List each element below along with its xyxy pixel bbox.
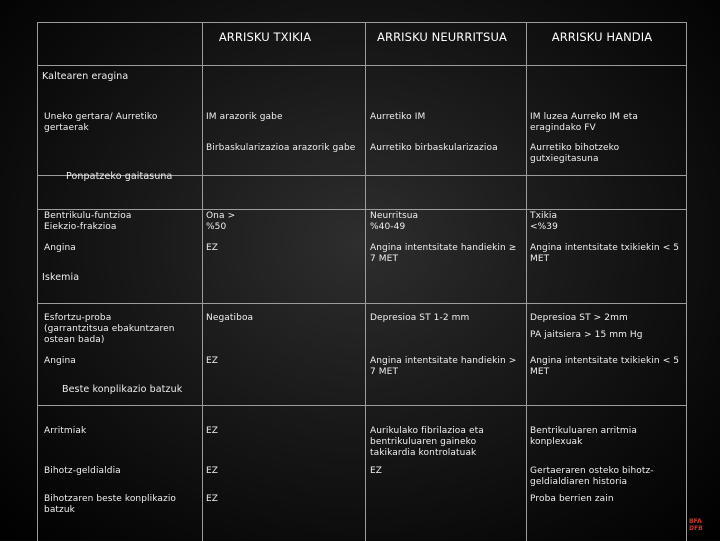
logo (689, 518, 717, 538)
cell-arritmiak-medium: Aurikulako fibrilazioa eta bentrikuluaren gaineko takikardia kontrolatuak (370, 426, 484, 458)
cell-geldialdia-medium: EZ (370, 466, 383, 476)
cell-bentrikulu-high: Txikia <%39 (530, 211, 558, 232)
row-label-uneko: Uneko gertara/ Aurretiko gertaerak (44, 112, 158, 133)
row-divider (38, 209, 686, 210)
row-label-bihotz-geldialdia: Bihotz-geldialdia (44, 466, 121, 476)
cell-angina1-medium: Angina intentsitate handiekin ≥ 7 MET (370, 243, 517, 264)
cell-angina2-low: EZ (206, 356, 219, 366)
risk-table (37, 22, 687, 541)
row-divider (38, 405, 686, 406)
cell-esfortzu-high-a: Depresioa ST > 2mm (530, 313, 628, 323)
header-low-risk: ARRISKU TXIKIA (218, 30, 312, 44)
column-divider (526, 23, 527, 541)
header-medium-risk: ARRISKU NEURRITSUA (377, 30, 507, 44)
cell-bentrikulu-low: Ona > %50 (206, 211, 236, 232)
section-iskemia: Iskemia (42, 272, 80, 283)
cell-angina2-high: Angina intentsitate txikiekin < 5 MET (530, 356, 680, 377)
cell-arritmiak-low: EZ (206, 426, 219, 436)
cell-beste-low: EZ (206, 494, 219, 504)
section-beste-konplikazio: Beste konplikazio batzuk (62, 384, 183, 395)
row-label-angina: Angina (44, 356, 76, 366)
cell-uneko-medium-b: Aurretiko birbaskularizazioa (370, 143, 498, 153)
cell-angina2-medium: Angina intentsitate handiekin > 7 MET (370, 356, 517, 377)
row-label-arritmiak: Arritmiak (44, 426, 87, 436)
cell-angina1-low: EZ (206, 243, 219, 253)
header-high-risk: ARRISKU HANDIA (551, 30, 653, 44)
row-divider (38, 303, 686, 304)
cell-geldialdia-high: Gertaeraren osteko bihotz-geldialdiaren historia (530, 466, 654, 487)
cell-esfortzu-low: Negatiboa (206, 313, 254, 323)
cell-uneko-low-b: Birbaskularizazioa arazorik gabe (206, 143, 356, 153)
cell-bentrikulu-medium: Neurritsua %40-49 (370, 211, 419, 232)
logo-line: BFA (689, 518, 702, 525)
row-label-angina: Angina (44, 243, 76, 253)
logo-line: DFB (689, 525, 703, 532)
cell-beste-high: Proba berrien zain (530, 494, 614, 504)
cell-uneko-high-a: IM luzea Aurreko IM eta eragindako FV (530, 112, 638, 133)
cell-uneko-medium-a: Aurretiko IM (370, 112, 426, 122)
column-divider (202, 23, 203, 541)
cell-uneko-high-b: Aurretiko bihotzeko gutxiegitasuna (530, 143, 620, 164)
cell-uneko-low-a: IM arazorik gabe (206, 112, 283, 122)
section-ponpatzeko-gaitasuna: Ponpatzeko gaitasuna (66, 171, 173, 182)
cell-esfortzu-high-b: PA jaitsiera > 15 mm Hg (530, 330, 643, 340)
cell-angina1-high: Angina intentsitate txikiekin < 5 MET (530, 243, 680, 264)
cell-geldialdia-low: EZ (206, 466, 219, 476)
cell-arritmiak-high: Bentrikuluaren arritmia konplexuak (530, 426, 637, 447)
row-label-bentrikulu: Bentrikulu-funtzioa Eiekzio-frakzioa (44, 211, 132, 232)
row-label-esfortzu: Esfortzu-proba (garrantzitsua ebakuntzaren ostean bada) (44, 313, 175, 345)
section-kaltearen-eragina: Kaltearen eragina (42, 71, 129, 82)
row-divider (38, 65, 686, 66)
cell-esfortzu-medium: Depresioa ST 1-2 mm (370, 313, 470, 323)
row-label-beste-konplikazio: Bihotzaren beste konplikazio batzuk (44, 494, 177, 515)
column-divider (365, 23, 366, 541)
